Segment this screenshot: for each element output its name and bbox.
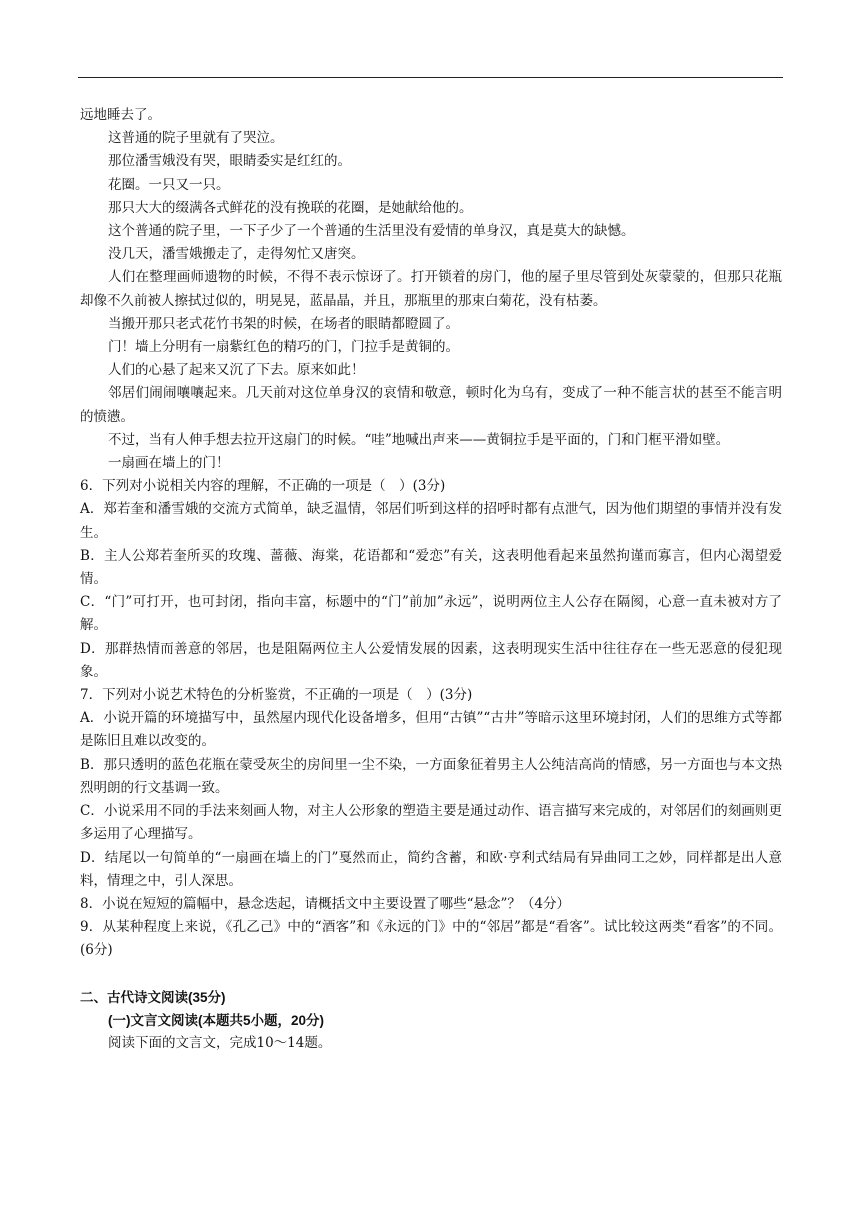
section-title: 二、古代诗文阅读(35分) — [80, 989, 226, 1005]
question-8: 8．小说在短短的篇幅中，悬念迭起，请概括文中主要设置了哪些“悬念”？（4分） — [80, 895, 570, 912]
passage-paragraph: 一扇画在墙上的门！ — [108, 455, 230, 472]
section-spacer — [80, 963, 782, 986]
passage-paragraph: 人们的心悬了起来又沉了下去。原来如此！ — [108, 362, 365, 379]
passage-paragraph: 邻居们闹闹嚷嚷起来。几天前对这位单身汉的哀情和敬意，顿时化为乌有，变成了一种不能言状的甚至不能言明的愤懑。 — [80, 385, 782, 425]
passage-paragraph: 门！墙上分明有一扇紫红色的精巧的门，门拉手是黄铜的。 — [108, 339, 459, 356]
question-6-option-c: C．“门”可打开，也可封闭，指向丰富，标题中的“门”前加”永远”，说明两位主人公存在隔阂，心意一直未被对方了解。 — [80, 594, 782, 634]
passage-paragraph: 当搬开那只老式花竹书架的时候，在场者的眼睛都瞪圆了。 — [108, 315, 459, 332]
passage-paragraph: 这个普通的院子里，一下子少了一个普通的生活里没有爱情的单身汉，真是莫大的缺憾。 — [108, 223, 635, 240]
passage-paragraph: 花圈。一只又一只。 — [108, 176, 230, 193]
passage-paragraph: 那只大大的缀满各式鲜花的没有挽联的花圈，是她献给他的。 — [108, 199, 473, 216]
passage-paragraph: 那位潘雪娥没有哭，眼睛委实是红红的。 — [108, 153, 351, 170]
question-7-stem: 7．下列对小说艺术特色的分析鉴赏，不正确的一项是（ ）(3分) — [80, 687, 473, 704]
question-6-option-b: B．主人公郑若奎所买的玫瑰、蔷薇、海棠，花语都和“爱恋”有关，这表明他看起来虽然拘谨而寡言，但内心渴望爱情。 — [80, 547, 782, 588]
passage-paragraph: 不过，当有人伸手想去拉开这扇门的时候。“哇”地喊出声来——黄铜拉手是平面的，门和门框平滑如壁。 — [108, 431, 730, 448]
question-7-option-d: D．结尾以一句简单的“一扇画在墙上的门”戛然而止，简约含蓄，和欧·亨利式结局有异曲同工之妙，同样都是出人意料，情理之中，引人深思。 — [80, 849, 782, 889]
passage-paragraph: 没几天，潘雪娥搬走了，走得匆忙又唐突。 — [108, 246, 365, 263]
passage-paragraph: 这普通的院子里就有了哭泣。 — [108, 130, 284, 147]
question-7-option-c: C．小说采用不同的手法来刻画人物，对主人公形象的塑造主要是通过动作、语言描写来完成的，对邻居们的刻画则更多运用了心理描写。 — [80, 803, 782, 843]
question-7-option-b: B．那只透明的蓝色花瓶在蒙受灰尘的房间里一尘不染，一方面象征着男主人公纯洁高尚的情感，另一方面也与本文热烈明朗的行文基调一致。 — [80, 756, 782, 796]
question-7-option-a: A．小说开篇的环境描写中，虽然屋内现代化设备增多，但用“古镇”“古井”等暗示这里环境封闭，人们的思维方式等都是陈旧且难以改变的。 — [80, 710, 782, 750]
question-6-option-d: D．那群热情而善意的邻居，也是阻隔两位主人公爱情发展的因素，这表明现实生活中往往存在一些无恶意的侵犯现象。 — [80, 640, 782, 680]
question-6-stem: 6．下列对小说相关内容的理解，不正确的一项是（ ）(3分) — [80, 478, 446, 495]
document-body — [80, 104, 782, 1055]
passage-paragraph: 人们在整理画师遗物的时候，不得不表示惊讶了。打开锁着的房门，他的屋子里尽管到处灰蒙蒙的，但那只花瓶却像不久前被人擦拭过似的，明晃晃，蓝晶晶，并且，那瓶里的那束白菊花，没有枯萎。 — [80, 269, 782, 309]
section-subtitle: (一)文言文阅读(本题共5小题，20分) — [108, 1012, 325, 1028]
header-rule — [78, 77, 783, 78]
question-6-option-a: A．郑若奎和潘雪娥的交流方式简单，缺乏温情，邻居们听到这样的招呼时都有点泄气，因为他们期望的事情并没有发生。 — [80, 501, 782, 541]
passage-paragraph: 远地睡去了。 — [80, 107, 161, 123]
question-9: 9．从某种程度上来说，《孔乙己》中的“酒客”和《永远的门》中的“邻居”都是“看客”。试比较这两类“看客”的不同。(6分) — [80, 919, 782, 959]
section-instruction: 阅读下面的文言文，完成10～14题。 — [108, 1034, 332, 1051]
